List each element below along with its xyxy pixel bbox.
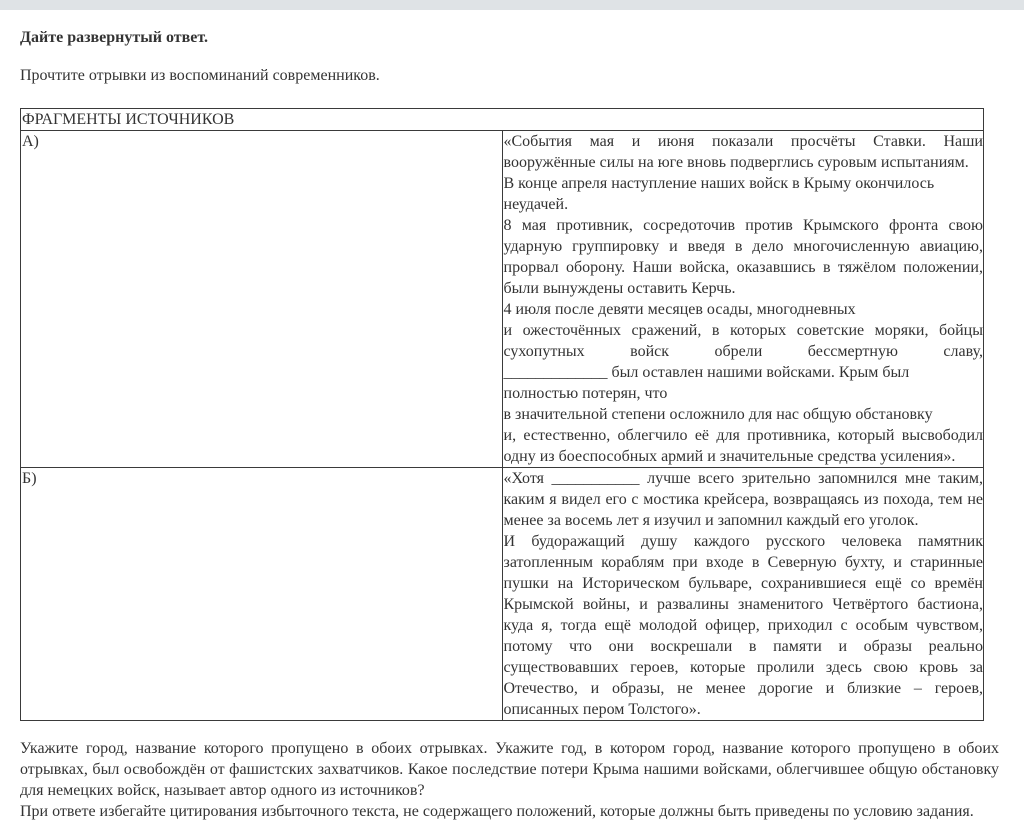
sources-heading: ФРАГМЕНТЫ ИСТОЧНИКОВ: [21, 109, 984, 131]
source-row-b: [21, 468, 984, 721]
source-label-a: А): [21, 131, 503, 468]
source-b-line: И будоражащий душу каждого русского человека памятник затопленным кораблям при входе в Северную бухту, и старинные пушки на Историческом бульваре, сохранившиеся ещё со времён Крымской войны, и развалины знаменитого Четвёртого бастиона, куда я, тогда ещё молодой офицер, приходил с особым чувством, потому что они воскрешали в памяти и образы реально существовавших героев, которые пролили здесь свою кровь за Отечество, и образы, не менее дорогие и близкие – героев, описанных пером Толстого».: [503, 533, 983, 718]
top-bar: [0, 0, 1024, 10]
task-note: При ответе избегайте цитирования избыточного текста, не содержащего положений, которые должны быть приведены по условию задания.: [20, 803, 974, 820]
sources-heading-row: [21, 109, 984, 131]
source-a-line: 4 июля после девяти месяцев осады, многодневных: [503, 301, 856, 318]
source-text-a: [502, 131, 984, 468]
task-title: Дайте развернутый ответ.: [20, 29, 208, 46]
task-question-block: [20, 738, 999, 822]
source-a-line: в значительной степени осложнило для нас общую обстановку: [503, 406, 933, 423]
source-a-line: В конце апреля наступление наших войск в Крыму окончилось неудачей.: [503, 175, 935, 213]
source-a-line: и, естественно, облегчило её для противника, который высвободил одну из боеспособных армий и значительные средства усиления».: [503, 427, 983, 465]
source-label-b: Б): [21, 468, 503, 721]
source-row-a: [21, 131, 984, 468]
source-a-line: 8 мая противник, сосредоточив против Крымского фронта свою ударную группировку и введя в дело многочисленную авиацию, прорвал оборону. Наши войска, оказавшись в тяжёлом положении, были вынуждены оставить Керчь.: [503, 217, 983, 297]
source-a-line: «События мая и июня показали просчёты Ставки. Наши вооружённые силы на юге вновь подверглись суровым испытаниям.: [503, 133, 983, 171]
source-b-line: «Хотя ___________ лучше всего зрительно запомнился мне таким, каким я видел его с мостика крейсера, возвращаясь из похода, тем не менее за восемь лет я изучил и запомнил каждый его уголок.: [503, 470, 983, 529]
sources-table: [20, 108, 984, 721]
task-question: Укажите город, название которого пропущено в обоих отрывках. Укажите год, в котором город, название которого пропущено в обоих отрывках, был освобождён от фашистских захватчиков. Какое последствие потери Крыма нашими войсками, облегчившее общую обстановку для немецких войск, называет автор одного из источников?: [20, 740, 999, 799]
source-a-line: и ожесточённых сражений, в которых советские моряки, бойцы сухопутных войск обрели бессмертную славу,: [503, 322, 983, 360]
task-content: [20, 10, 999, 822]
source-a-line: _____________ был оставлен нашими войсками. Крым был полностью потерян, что: [503, 364, 910, 402]
source-text-b: [502, 468, 984, 721]
task-intro: Прочтите отрывки из воспоминаний современников.: [20, 67, 380, 84]
